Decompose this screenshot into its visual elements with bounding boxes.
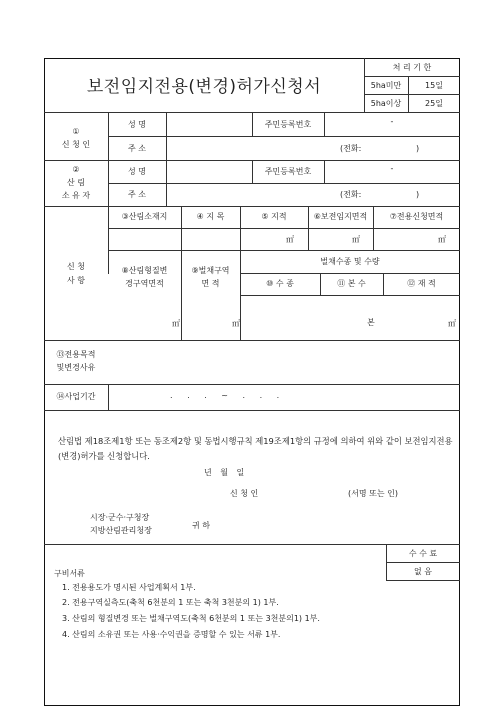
divider xyxy=(240,206,241,340)
forest-area-header: ⑥보전임지면적 xyxy=(313,212,368,221)
phone-close: ) xyxy=(416,190,420,199)
document-item: 4. 산림의 소유권 또는 사용·수익권을 증명할 수 있는 서류 1부. xyxy=(62,630,281,639)
change-area-header: ⑧산림형질변 xyxy=(121,266,168,275)
id-value: - xyxy=(390,164,394,173)
change-area-header: 경구역면적 xyxy=(125,279,164,288)
form-title: 보전임지전용(변경)허가신청서 xyxy=(86,77,322,97)
divider xyxy=(240,273,460,274)
purpose-label: ⑬전용목적 xyxy=(56,350,96,359)
permit-application-form xyxy=(44,58,460,706)
declaration-text: 산림법 제18조제1항 또는 동조제2항 및 동법시행규칙 제19조제1항의 규정에 의하여 위와 같이 보전임지전용(변경)허가를 신청합니다. xyxy=(58,436,453,461)
unit-label: ㎡ xyxy=(172,319,180,328)
divider xyxy=(44,206,460,207)
applicant-number: ① xyxy=(72,127,80,136)
count-header: ⑪ 본 수 xyxy=(337,279,366,288)
name-label: 성 명 xyxy=(128,167,146,176)
divider xyxy=(108,228,460,229)
documents-header: 구비서류 xyxy=(54,569,85,578)
address-label: 주 소 xyxy=(128,190,146,199)
request-label: 신 청 xyxy=(67,262,85,271)
phone-label: (전화: xyxy=(340,190,362,199)
signer-label: 신 청 인 xyxy=(230,489,259,498)
cut-area-header: ⑨벌채구역 xyxy=(191,266,230,275)
processing-days: 25일 xyxy=(425,99,443,108)
recipient-label: 지방산림관리청장 xyxy=(90,526,152,535)
name-label: 성 명 xyxy=(128,120,146,129)
category-header: ④ 지 목 xyxy=(196,212,225,221)
divider xyxy=(44,410,460,411)
border-top xyxy=(44,58,460,59)
border-bottom xyxy=(44,705,460,706)
processing-area: 5ha미만 xyxy=(370,81,402,90)
divider xyxy=(364,94,460,95)
border-left xyxy=(44,58,45,706)
recipient-label: 시장·군수·구청장 xyxy=(90,513,150,522)
id-label: 주민등록번호 xyxy=(264,120,312,129)
divider xyxy=(108,136,460,137)
fee-value: 없 음 xyxy=(414,567,432,576)
owner-label: 산 림 xyxy=(67,178,85,187)
unit-label: ㎡ xyxy=(448,319,456,328)
owner-number: ② xyxy=(72,165,80,174)
divider xyxy=(44,544,460,545)
owner-label: 소 유 자 xyxy=(61,191,91,200)
document-item: 3. 산림의 형질변경 또는 벌채구역도(축척 6천분의 1 또는 3천분의1) 1부. xyxy=(62,614,320,623)
divider xyxy=(364,76,460,77)
fee-label: 수 수 료 xyxy=(408,549,438,558)
document-item: 2. 전용구역실측도(축척 6천분의 1 또는 축척 3천분의 1) 1부. xyxy=(62,598,279,607)
address-label: 주 소 xyxy=(128,144,146,153)
id-value: - xyxy=(390,117,394,126)
divider xyxy=(108,250,460,251)
border-right xyxy=(459,58,460,706)
divider xyxy=(44,384,460,385)
unit-label: ㎡ xyxy=(352,235,360,244)
divider xyxy=(166,112,167,160)
period-label: ⑭사업기간 xyxy=(56,392,96,401)
unit-label: ㎡ xyxy=(286,235,294,244)
request-label: 사 항 xyxy=(67,276,85,285)
processing-header: 처 리 기 한 xyxy=(392,63,432,72)
document-item: 1. 전용용도가 명시된 사업계획서 1부. xyxy=(62,583,196,592)
phone-close: ) xyxy=(416,144,420,153)
species-header: ⑩ 수 종 xyxy=(266,279,294,288)
unit-label: ㎡ xyxy=(438,235,446,244)
applicant-label: 신 청 인 xyxy=(61,140,91,149)
cut-area-header: 면 적 xyxy=(201,279,220,288)
divider xyxy=(386,562,460,563)
count-unit-label: 본 xyxy=(367,318,375,327)
divider xyxy=(108,183,460,184)
sign-note: (서명 또는 인) xyxy=(348,489,398,498)
divider xyxy=(386,580,460,581)
harvest-header: 벌채수종 및 수량 xyxy=(320,257,380,266)
lot-header: ⑤ 지적 xyxy=(261,212,287,221)
divider xyxy=(44,340,460,341)
processing-area: 5ha이상 xyxy=(370,99,402,108)
volume-header: ⑫ 재 적 xyxy=(407,279,436,288)
divider xyxy=(166,160,167,206)
declaration-date: 년 월 일 xyxy=(204,468,245,477)
honorific-label: 귀 하 xyxy=(192,521,210,530)
period-dots: . . . ~ . . . xyxy=(170,391,286,400)
divider xyxy=(240,295,460,296)
use-area-header: ⑦전용신청면적 xyxy=(389,212,444,221)
location-header: ③산림소재지 xyxy=(121,212,168,221)
purpose-label: 및변경사유 xyxy=(56,363,96,372)
processing-days: 15일 xyxy=(425,81,443,90)
phone-label: (전화: xyxy=(340,144,362,153)
id-label: 주민등록번호 xyxy=(264,167,312,176)
unit-label: ㎡ xyxy=(232,319,240,328)
divider xyxy=(108,384,109,410)
